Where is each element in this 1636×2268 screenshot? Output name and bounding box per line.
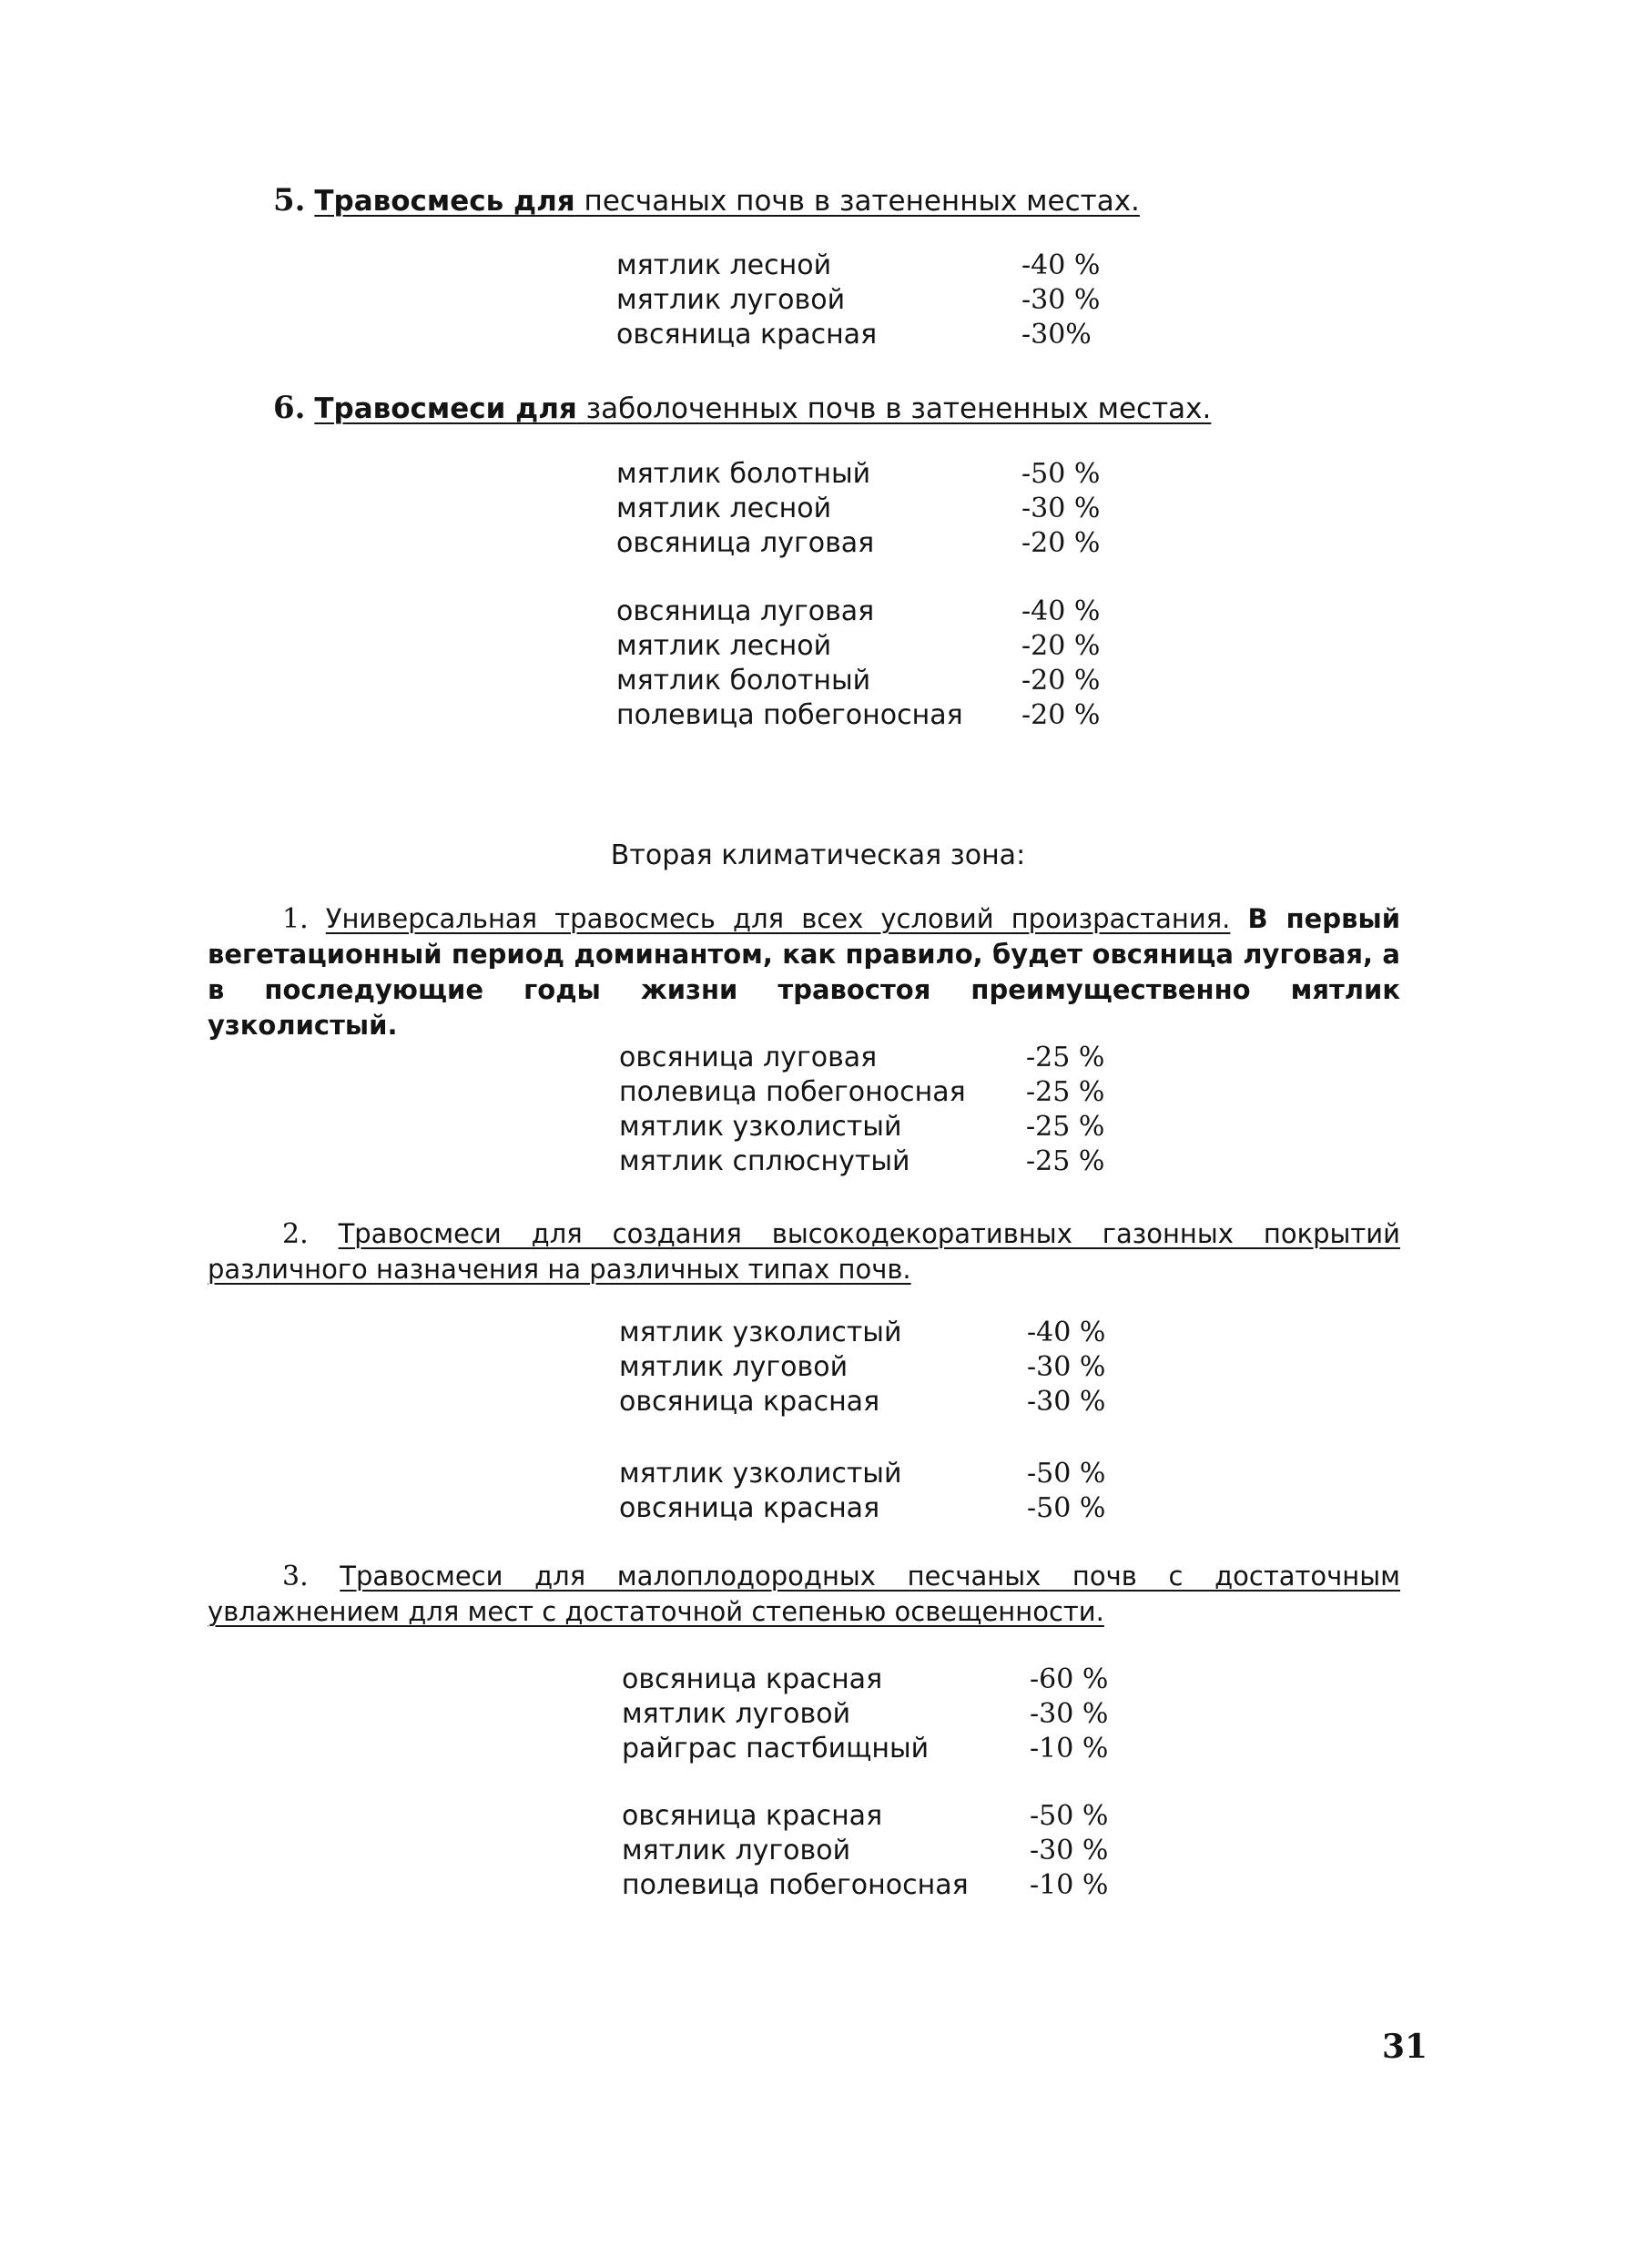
section-title-lead: Травосмесь для <box>314 185 575 218</box>
section-number: 6. <box>273 390 306 426</box>
section-heading-zone1-6 <box>273 390 1211 427</box>
section-paragraph-zone2-2 <box>208 1216 1400 1287</box>
section-paragraph-zone2-3 <box>208 1559 1400 1630</box>
section-title: Травосмеси для малоплодородных песчаных почв с достаточным увлажнением для мест с достаточной степенью освещенности. <box>208 1561 1401 1627</box>
section-title-rest: песчаных почв в затененных местах. <box>584 185 1140 218</box>
section-title-lead: Травосмеси для <box>314 392 577 425</box>
section-heading-zone1-5 <box>273 182 1140 219</box>
document-page: 5. Травосмесь для песчаных почв в затененных местах. мятлик лесной -40 % мятлик луговой -30 % овсяница красная -30% 6. Травосмеси для заболоченных почв в затененных местах. мятлик болотный -50 % мятлик лесной -30 % овсяница луговая -20 % овсяница луговая -40 % мятлик лесной -20 % мятлик болотный -20 % полевица побегоносная -20 % Вторая климатическая зона: 1. Универсальная травосмесь для всех условий произрастания. В первый вегетационный период доминантом, как правило, будет овсяница луговая, а в последующие годы жизни травостоя преимущественно мятлик узколистый. овсяница луговая -25 % полевица побегоносная -25 % мятлик узколистый -25 % мятлик сплюснутый -25 % 2. Травосмеси для создания высокодекоративных газонных покрытий различного назначения на различных типах почв. мятлик узколистый -40 % мятлик луговой -30 % овсяница красная -30 % мятлик узколистый -50 % овсяница красная -50 % 3. Травосмеси для малоплодородных песчаных почв с достаточным увлажнением для мест с достаточной степенью освещенности. овсяница красная -60 % мятлик луговой -30 % райграс пастбищный -10 % овсяница красная -50 % мятлик луговой -30 % полевица побегоносная -10 % 31 <box>0 0 1636 2268</box>
section-title-rest: заболоченных почв в затененных местах. <box>585 392 1212 425</box>
section-number: 3. <box>282 1561 309 1592</box>
section-title: Травосмеси для создания высокодекоративных газонных покрытий различного назначения на различных типах почв. <box>208 1218 1400 1285</box>
section-number: 1. <box>282 903 309 935</box>
section-body: В первый вегетационный период доминантом, как правило, будет овсяница луговая, а в последующие годы жизни травостоя преимущественно мятлик узколистый. <box>208 903 1401 1041</box>
section-number: 5. <box>273 182 306 219</box>
zone-title: Вторая климатическая зона: <box>610 839 1026 871</box>
section-paragraph-zone2-1 <box>208 901 1400 1043</box>
section-number: 2. <box>282 1218 309 1250</box>
section-title: Универсальная травосмесь для всех условий произрастания. <box>325 903 1231 934</box>
page-number: 31 <box>1382 2028 1428 2066</box>
